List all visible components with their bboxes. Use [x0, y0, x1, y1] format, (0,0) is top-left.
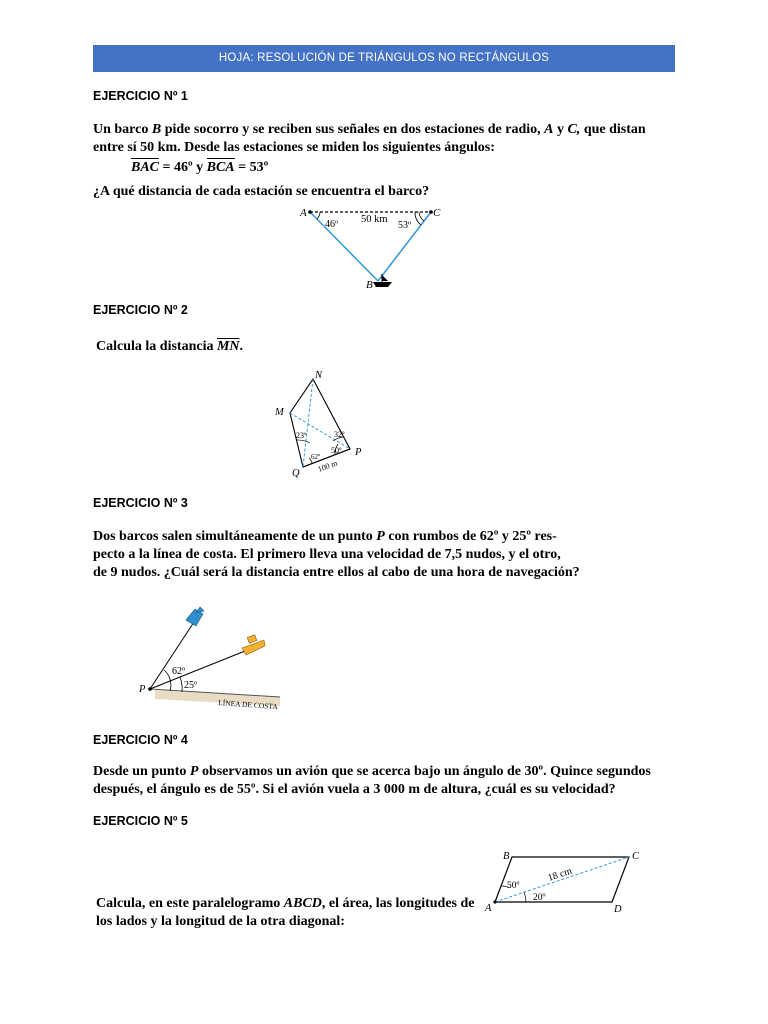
exercise-5-statement-line-2: los lados y la longitud de la otra diagonal: — [96, 914, 345, 929]
exercise-3-statement-line-2: pecto a la línea de costa. El primero lleva una velocidad de 7,5 nudos, y el otro, — [93, 547, 561, 562]
fig2-label-p: P — [355, 447, 362, 458]
exercise-1-angles: BAC = 46º y BCA = 53º — [131, 160, 269, 175]
exercise-1-question: ¿A qué distancia de cada estación se encuentra el barco? — [93, 184, 430, 199]
fig5-label-b: B — [503, 851, 510, 862]
worksheet-title-banner: HOJA: RESOLUCIÓN DE TRIÁNGULOS NO RECTÁNGULOS — [93, 45, 675, 72]
exercise-1-statement-line-1: Un barco B pide socorro y se reciben sus señales en dos estaciones de radio, A y C, que distan — [93, 122, 646, 137]
exercise-1-statement-line-2: entre sí 50 km. Desde las estaciones se miden los siguientes ángulos: — [93, 140, 495, 155]
fig3-label-62: 62º — [172, 666, 186, 677]
fig2-label-62: 62º — [311, 453, 321, 461]
fig5-label-diagonal: 18 cm — [546, 865, 574, 884]
fig3-label-coast: LÍNEA DE COSTA — [217, 698, 279, 712]
fig1-label-angle-c: 53º — [398, 220, 412, 231]
fig2-label-distance: 100 m — [316, 458, 339, 474]
fig2-label-m: M — [275, 407, 284, 418]
fig1-label-b: B — [366, 279, 373, 291]
exercise-3-statement-line-3: de 9 nudos. ¿Cuál será la distancia entre ellos al cabo de una hora de navegación? — [93, 565, 580, 580]
fig2-label-23: 23º — [296, 431, 307, 440]
exercise-4-statement-line-1: Desde un punto P observamos un avión que se acerca bajo un ángulo de 30º. Quince segundos — [93, 764, 651, 779]
fig2-label-32: 32º — [334, 430, 345, 439]
fig5-label-c: C — [632, 851, 640, 862]
exercise-2-statement: Calcula la distancia $\overline{MN}$. — [96, 339, 244, 354]
exercise-5-statement-line-1: Calcula, en este paralelogramo ABCD, el área, las longitudes de — [96, 896, 475, 911]
fig5-label-20: 20º — [533, 893, 546, 903]
fig1-label-angle-a: 46º — [325, 219, 339, 230]
fig3-label-p: P — [139, 684, 146, 695]
exercise-2-title: EJERCICIO Nº 2 — [93, 303, 188, 317]
fig1-label-distance: 50 km — [361, 214, 388, 225]
fig2-label-n: N — [315, 370, 323, 381]
fig1-label-c: C — [433, 207, 441, 219]
exercise-3-title: EJERCICIO Nº 3 — [93, 496, 188, 510]
exercise-4-statement-line-2: después, el ángulo es de 55º. Si el avión vuela a 3 000 m de altura, ¿cuál es su velocidad? — [93, 782, 616, 797]
fig5-label-d: D — [614, 904, 622, 915]
fig5-label-50: 50º — [507, 881, 520, 891]
fig5-label-a: A — [485, 903, 492, 914]
exercise-3-statement-line-1: Dos barcos salen simultáneamente de un punto P con rumbos de 62º y 25º res- — [93, 529, 557, 544]
exercise-4-title: EJERCICIO Nº 4 — [93, 733, 188, 747]
exercise-5-title: EJERCICIO Nº 5 — [93, 814, 188, 828]
fig3-label-25: 25º — [184, 680, 198, 691]
fig2-label-q: Q — [292, 468, 300, 479]
fig2-label-50: 50º — [331, 446, 342, 455]
exercise-1-title: EJERCICIO Nº 1 — [93, 89, 188, 103]
fig1-label-a: A — [300, 207, 307, 219]
